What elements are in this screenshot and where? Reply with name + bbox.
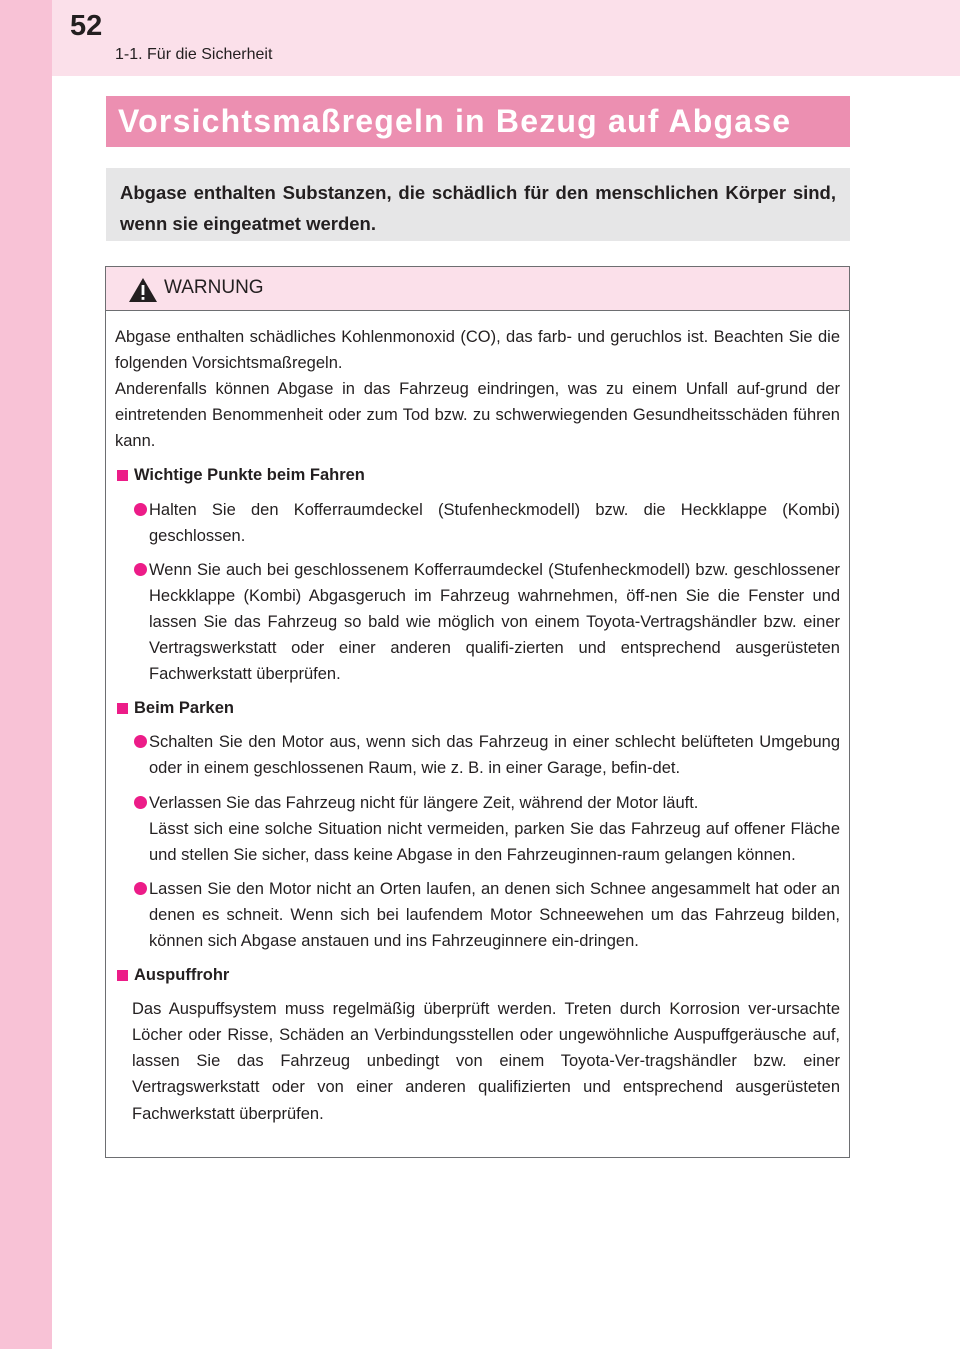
circle-bullet-icon <box>134 882 147 895</box>
subheading-parking <box>115 695 840 721</box>
circle-bullet-icon <box>134 563 147 576</box>
square-bullet-icon <box>117 470 128 481</box>
list-item <box>115 557 840 687</box>
bullet-continuation-text: Lässt sich eine solche Situation nicht vermeiden, parken Sie das Fahrzeug auf offener Fläche und stellen Sie sicher, dass keine Abgase in den Fahrzeuginnen-raum gelangen können. <box>149 819 840 864</box>
warning-title: WARNUNG <box>164 277 264 298</box>
exhaust-pipe-text: Das Auspuffsystem muss regelmäßig überprüft werden. Treten durch Korrosion ver-ursachte Löcher oder Risse, Schäden an Verbindungsstellen oder ungewöhnliche Auspuffgeräusche auf, lassen Sie das Fahrzeug unbedingt von einem Toyota-Ver-tragshändler bzw. einer Vertragswerkstatt oder von einer anderen qualifizierten und entsprechend ausgerüsteten Fachwerkstatt überprüfen. <box>132 1000 840 1123</box>
warning-triangle-icon <box>128 277 158 303</box>
bullet-text: Verlassen Sie das Fahrzeug nicht für längere Zeit, während der Motor läuft. <box>149 793 699 812</box>
circle-bullet-icon <box>134 735 147 748</box>
subheading-exhaust-pipe <box>115 962 840 988</box>
page-number: 52 <box>70 10 103 42</box>
list-item <box>115 876 840 954</box>
warning-box <box>105 266 850 1158</box>
header-band <box>52 0 960 76</box>
square-bullet-icon <box>117 970 128 981</box>
warning-intro-1: Abgase enthalten schädliches Kohlenmonoxid (CO), das farb- und geruchlos ist. Beachten Sie die folgenden Vorsichtsmaßregeln. <box>115 328 840 373</box>
page-title: Vorsichtsmaßregeln in Bezug auf Abgase <box>118 103 792 139</box>
list-item <box>115 790 840 868</box>
circle-bullet-icon <box>134 796 147 809</box>
side-tab <box>0 0 52 1349</box>
bullet-text: Wenn Sie auch bei geschlossenem Kofferraumdeckel (Stufenheckmodell) bzw. geschlossener Heckklappe (Kombi) Abgasgeruch im Fahrzeug wahrnehmen, öff-nen Sie die Fenster und lassen Sie das Fahrzeug so bald wie möglich von einem Toyota-Vertragshändler bzw. einer Vertragswerkstatt oder einer anderen qualifi-zierten und entsprechend ausgerüsteten Fachwerkstatt überprüfen. <box>149 560 840 684</box>
bullet-text: Halten Sie den Kofferraumdeckel (Stufenheckmodell) bzw. die Heckklappe (Kombi) geschlossen. <box>149 500 840 545</box>
circle-bullet-icon <box>134 503 147 516</box>
title-bar <box>106 96 850 147</box>
warning-header <box>106 267 849 311</box>
square-bullet-icon <box>117 703 128 714</box>
bullet-text: Lassen Sie den Motor nicht an Orten laufen, an denen sich Schnee angesammelt hat oder an denen es schneit. Wenn sich bei laufendem Motor Schneewehen um das Fahrzeug bilden, können sich Abgase anstauen und ins Fahrzeuginnere ein-dringen. <box>149 879 840 950</box>
subheading-text: Auspuffrohr <box>134 966 230 985</box>
warning-body <box>106 311 849 1127</box>
summary-text: Abgase enthalten Substanzen, die schädlich für den menschlichen Körper sind, wenn sie eingeatmet werden. <box>120 182 836 234</box>
subheading-driving <box>115 462 840 488</box>
list-item <box>115 497 840 549</box>
list-item <box>115 729 840 781</box>
bullet-text: Schalten Sie den Motor aus, wenn sich das Fahrzeug in einer schlecht belüfteten Umgebung oder in einem geschlossenen Raum, wie z. B. in einer Garage, befin-det. <box>149 733 840 778</box>
warning-intro-2: Anderenfalls können Abgase in das Fahrzeug eindringen, was zu einem Unfall auf-grund der eintretenden Benommenheit oder zum Tod bzw. zu schwerwiegenden Gesundheitsschäden führen kann. <box>115 380 840 451</box>
subheading-text: Beim Parken <box>134 699 234 718</box>
subheading-text: Wichtige Punkte beim Fahren <box>134 466 365 485</box>
summary-box <box>106 168 850 241</box>
section-label: 1-1. Für die Sicherheit <box>115 46 273 63</box>
